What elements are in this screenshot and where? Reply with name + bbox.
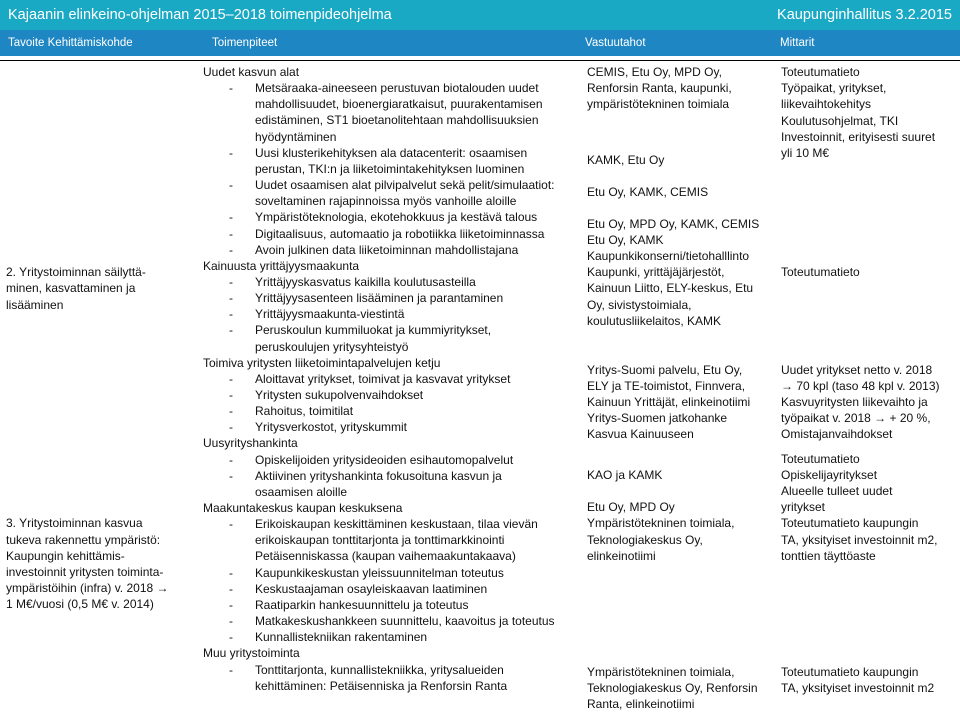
header-divider: [0, 60, 960, 61]
col2-line: mahdollisuudet, bioenergiaratkaisut, puurakentamisen: [255, 97, 543, 111]
col1-line: lisääminen: [6, 298, 64, 312]
bullet-text: Yrittäjyyskasvatus kaikilla koulutusasteilla: [255, 275, 476, 289]
col2-line: [203, 516, 538, 532]
bullet-dash: -: [229, 582, 233, 596]
col4-line: Investoinnit, erityisesti suuret: [781, 130, 936, 144]
col1-line: 1 M€/vuosi (0,5 M€ v. 2014): [6, 597, 154, 611]
col2-line: osaamisen aloille: [255, 485, 348, 499]
bullet-text: Metsäraaka-aineeseen perustuvan biotalouden uudet: [255, 81, 539, 95]
col3-line: koulutusliikelaitos, KAMK: [587, 314, 722, 328]
bullet-dash: -: [229, 146, 233, 160]
col3-line: Teknologiakeskus Oy,: [587, 533, 703, 547]
col4-line: TA, yksityiset investoinnit m2,: [781, 533, 938, 547]
col4-line: Toteutumatieto kaupungin: [781, 516, 919, 530]
bullet-text: Rahoitus, toimitilat: [255, 404, 354, 418]
col1-line: Kaupungin kehittämis-: [6, 549, 125, 563]
col4-line: tonttien täyttöaste: [781, 549, 876, 563]
col2-line: Kainuusta yrittäjyysmaakunta: [203, 259, 360, 273]
bullet-dash: -: [229, 243, 233, 257]
col4-line: yli 10 M€: [781, 146, 830, 160]
col1-line: tukeva rakennettu ympäristö:: [6, 533, 161, 547]
bullet-dash: -: [229, 630, 233, 644]
title-bar: [0, 0, 960, 30]
bullet-dash: -: [229, 81, 233, 95]
col1-line: 3. Yritystoiminnan kasvua: [6, 516, 143, 530]
col2-line: [203, 226, 544, 242]
col3-line: Oy, sivistystoimiala,: [587, 298, 692, 312]
bullet-dash: -: [229, 210, 233, 224]
col2-line: Uudet kasvun alat: [203, 65, 300, 79]
bullet-text: Peruskoulun kummiluokat ja kummiyritykset,: [255, 323, 492, 337]
meeting-label: Kaupunginhallitus 3.2.2015: [777, 7, 952, 23]
bullet-dash: -: [229, 291, 233, 305]
col4-line: Alueelle tulleet uudet: [781, 484, 893, 498]
column-header-tavoite: Tavoite Kehittämiskohde: [8, 37, 133, 49]
col2-line: soveltaminen rajapinnoissa myös vanhoille aloille: [255, 194, 517, 208]
column-header-row: [0, 30, 960, 56]
col4-line: Uudet yritykset netto v. 2018: [781, 363, 933, 377]
bullet-text: Digitaalisuus, automaatio ja robotiikka liiketoiminnassa: [255, 227, 545, 241]
col3-line: Teknologiakeskus Oy, Renforsin: [587, 681, 758, 695]
col3-line: KAO ja KAMK: [587, 468, 663, 482]
bullet-dash: -: [229, 614, 233, 628]
col4-line: Opiskelijayritykset: [781, 468, 878, 482]
col3-line: KAMK, Etu Oy: [587, 153, 665, 167]
col2-line: [203, 452, 513, 468]
col2-line: Petäisenniskassa (kaupan vaihemaakuntakaava): [255, 549, 516, 563]
bullet-text: Kunnallistekniikan rakentaminen: [255, 630, 428, 644]
col3-line: Ranta, elinkeinotiimi: [587, 697, 695, 711]
col4-line: → 70 kpl (taso 48 kpl v. 2013): [781, 379, 940, 393]
bullet-dash: -: [229, 307, 233, 321]
col4-line: työpaikat v. 2018 → + 20 %,: [781, 411, 931, 425]
column-header-vastuutahot: Vastuutahot: [585, 37, 646, 49]
col2-line: [203, 145, 527, 161]
col2-line: hyödyntäminen: [255, 130, 337, 144]
col3-line: Ympäristötekninen toimiala,: [587, 516, 735, 530]
col2-line: [203, 387, 423, 403]
document-title: Kajaanin elinkeino-ohjelman 2015–2018 toimenpideohjelma: [8, 7, 392, 23]
col4-line: Työpaikat, yritykset,: [781, 81, 887, 95]
col2-line: [203, 403, 353, 419]
col2-line: [203, 613, 555, 629]
column-header-toimenpiteet: Toimenpiteet: [212, 37, 278, 49]
col2-line: kehittäminen: Petäisenniska ja Renforsin Ranta: [255, 679, 508, 693]
bullet-dash: -: [229, 404, 233, 418]
bullet-text: Aktiivinen yrityshankinta fokusoituna kasvun ja: [255, 469, 502, 483]
col2-line: [203, 468, 502, 484]
col3-line: Yritys-Suomi palvelu, Etu Oy,: [587, 363, 743, 377]
bullet-text: Matkakeskushankkeen suunnittelu, kaavoitus ja toteutus: [255, 614, 555, 628]
bullet-text: Aloittavat yritykset, toimivat ja kasvavat yritykset: [255, 372, 511, 386]
col2-line: [203, 274, 476, 290]
bullet-text: Avoin julkinen data liiketoiminnan mahdollistajana: [255, 243, 519, 257]
col4-line: Omistajanvaihdokset: [781, 427, 893, 441]
col1-line: minen, kasvattaminen ja: [6, 281, 136, 295]
col3-line: Kaupunkikonserni/tietohalllinto: [587, 249, 750, 263]
col3-line: CEMIS, Etu Oy, MPD Oy,: [587, 65, 722, 79]
bullet-dash: -: [229, 453, 233, 467]
col3-line: ELY ja TE-toimistot, Finnvera,: [587, 379, 746, 393]
col3-line: Etu Oy, KAMK: [587, 233, 664, 247]
col2-line: [203, 242, 518, 258]
col2-line: [203, 209, 537, 225]
col4-line: TA, yksityiset investoinnit m2: [781, 681, 935, 695]
bullet-text: Keskustaajaman osayleiskaavan laatiminen: [255, 582, 488, 596]
col3-line: Kasvua Kainuuseen: [587, 427, 694, 441]
col2-line: perustan, TKI:n ja liiketoimintakehityksen luominen: [255, 162, 525, 176]
col2-line: [203, 597, 468, 613]
col2-line: edistäminen, ST1 bioetanolitehtaan mahdollisuuksien: [255, 113, 539, 127]
bullet-dash: -: [229, 469, 233, 483]
bullet-dash: -: [229, 178, 233, 192]
bullet-dash: -: [229, 323, 233, 337]
bullet-text: Opiskelijoiden yritysideoiden esihautomopalvelut: [255, 453, 514, 467]
bullet-text: Tonttitarjonta, kunnallistekniikka, yritysalueiden: [255, 663, 504, 677]
col4-line: Toteutumatieto: [781, 452, 860, 466]
column-header-mittarit: Mittarit: [780, 37, 815, 49]
bullet-text: Kaupunkikeskustan yleissuunnitelman toteutus: [255, 566, 504, 580]
col2-line: [203, 629, 427, 645]
col2-line: [203, 290, 503, 306]
bullet-dash: -: [229, 517, 233, 531]
bullet-dash: -: [229, 388, 233, 402]
col4-line: Toteutumatieto: [781, 65, 860, 79]
col3-line: Ympäristötekninen toimiala,: [587, 665, 735, 679]
col2-line: [203, 662, 504, 678]
col4-line: yritykset: [781, 500, 826, 514]
col2-line: [203, 371, 510, 387]
bullet-dash: -: [229, 372, 233, 386]
col1-line: investoinnit yritysten toiminta-: [6, 565, 164, 579]
col2-line: Uusyrityshankinta: [203, 436, 298, 450]
col4-line: liikevaihtokehitys: [781, 97, 872, 111]
col2-line: [203, 419, 407, 435]
col4-line: Kasvuyritysten liikevaihto ja: [781, 395, 928, 409]
bullet-dash: -: [229, 420, 233, 434]
bullet-text: Yritysten sukupolvenvaihdokset: [255, 388, 424, 402]
col3-line: Yritys-Suomen jatkohanke: [587, 411, 728, 425]
col3-line: Etu Oy, MPD Oy, KAMK, CEMIS: [587, 217, 760, 231]
col1-line: 2. Yritystoiminnan säilyttä-: [6, 265, 146, 279]
col4-line: Toteutumatieto kaupungin: [781, 665, 919, 679]
col3-line: Kainuun Yrittäjät, elinkeinotiimi: [587, 395, 751, 409]
bullet-text: Uudet osaamisen alat pilvipalvelut sekä pelit/simulaatiot:: [255, 178, 555, 192]
col1-line: ympäristöihin (infra) v. 2018 →: [6, 581, 169, 595]
col2-line: [203, 80, 539, 96]
bullet-text: Yritysverkostot, yrityskummit: [255, 420, 408, 434]
col3-line: Kainuun Liitto, ELY-keskus, Etu: [587, 281, 754, 295]
col2-line: peruskoulujen yritysyhteistyö: [255, 340, 409, 354]
col2-line: [203, 322, 491, 338]
bullet-text: Uusi klusterikehityksen ala datacenterit: osaamisen: [255, 146, 528, 160]
col2-line: [203, 581, 487, 597]
col4-line: Toteutumatieto: [781, 265, 860, 279]
bullet-text: Ympäristöteknologia, ekotehokkuus ja kestävä talous: [255, 210, 538, 224]
bullet-text: Raatiparkin hankesuunnittelu ja toteutus: [255, 598, 469, 612]
col2-line: Maakuntakeskus kaupan keskuksena: [203, 501, 403, 515]
col3-line: elinkeinotiimi: [587, 549, 656, 563]
bullet-dash: -: [229, 275, 233, 289]
col2-line: [203, 177, 555, 193]
bullet-text: Yrittäjyysmaakunta-viestintä: [255, 307, 405, 321]
col2-line: erikoiskaupan tonttitarjonta ja tonttimarkkinointi: [255, 533, 505, 547]
col3-line: Kaupunki, yrittäjäjärjestöt,: [587, 265, 725, 279]
col3-line: Renforsin Ranta, kaupunki,: [587, 81, 732, 95]
col2-line: Toimiva yritysten liiketoimintapalvelujen ketju: [203, 356, 441, 370]
col2-line: [203, 565, 504, 581]
bullet-dash: -: [229, 663, 233, 677]
bullet-text: Yrittäjyysasenteen lisääminen ja parantaminen: [255, 291, 504, 305]
bullet-dash: -: [229, 227, 233, 241]
col3-line: ympäristötekninen toimiala: [587, 97, 730, 111]
bullet-dash: -: [229, 566, 233, 580]
bullet-text: Erikoiskaupan keskittäminen keskustaan, tilaa vievän: [255, 517, 538, 531]
bullet-dash: -: [229, 598, 233, 612]
col2-line: [203, 306, 404, 322]
col4-line: Koulutusohjelmat, TKI: [781, 114, 899, 128]
col3-line: Etu Oy, MPD Oy: [587, 500, 675, 514]
col3-line: Etu Oy, KAMK, CEMIS: [587, 185, 709, 199]
col2-line: Muu yritystoiminta: [203, 646, 300, 660]
